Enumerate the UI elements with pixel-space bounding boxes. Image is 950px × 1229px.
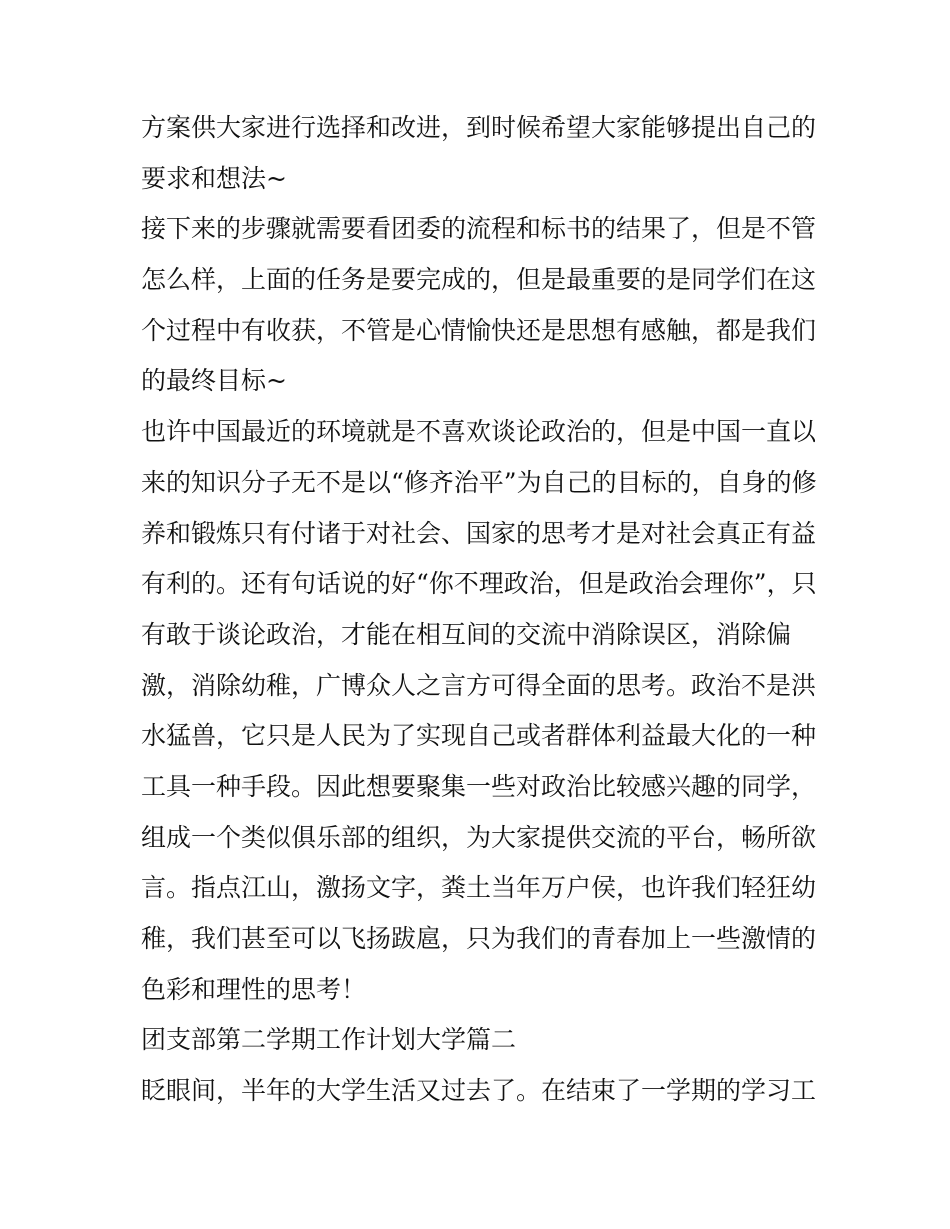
- paragraph-line: 的最终目标~: [141, 366, 287, 396]
- paragraph-line: 方案供大家进行选择和改进，到时候希望大家能够提出自己的: [141, 113, 817, 142]
- paragraph-line: 接下来的步骤就需要看团委的流程和标书的结果了，但是不管: [141, 214, 817, 244]
- document-body: [141, 103, 821, 1117]
- paragraph-line: 眨眼间，半年的大学生活又过去了。在结束了一学期的学习工: [141, 1076, 817, 1106]
- section-heading: 团支部第二学期工作计划大学篇二: [141, 1025, 517, 1055]
- paragraph-line: 色彩和理性的思考！: [141, 974, 367, 1004]
- paragraph-line: 激，消除幼稚，广博众人之言方可得全面的思考。政治不是洪: [141, 670, 817, 700]
- paragraph-line: 养和锻炼只有付诸于对社会、国家的思考才是对社会真正有益: [141, 518, 817, 548]
- paragraph-line: 怎么样，上面的任务是要完成的，但是最重要的是同学们在这: [141, 265, 817, 295]
- paragraph-line: 个过程中有收获，不管是心情愉快还是思想有感触，都是我们: [141, 315, 817, 345]
- paragraph-line: 工具一种手段。因此想要聚集一些对政治比较感兴趣的同学，: [141, 771, 817, 801]
- paragraph-line: 有敢于谈论政治，才能在相互间的交流中消除误区，消除偏: [141, 619, 792, 649]
- paragraph-line: 有利的。还有句话说的好“你不理政治，但是政治会理你”，只: [141, 569, 817, 599]
- paragraph-line: 稚，我们甚至可以飞扬跋扈，只为我们的青春加上一些激情的: [141, 924, 817, 953]
- paragraph-line: 来的知识分子无不是以“修齐治平”为自己的目标的，自身的修: [141, 467, 817, 497]
- paragraph-line: 组成一个类似俱乐部的组织，为大家提供交流的平台，畅所欲: [141, 822, 817, 852]
- paragraph-line: 言。指点江山，激扬文字，粪土当年万户侯，也许我们轻狂幼: [141, 873, 817, 903]
- paragraph-line: 水猛兽，它只是人民为了实现自己或者群体利益最大化的一种: [141, 721, 817, 751]
- paragraph-line: 要求和想法~: [141, 163, 287, 193]
- paragraph-line: 也许中国最近的环境就是不喜欢谈论政治的，但是中国一直以: [141, 417, 817, 447]
